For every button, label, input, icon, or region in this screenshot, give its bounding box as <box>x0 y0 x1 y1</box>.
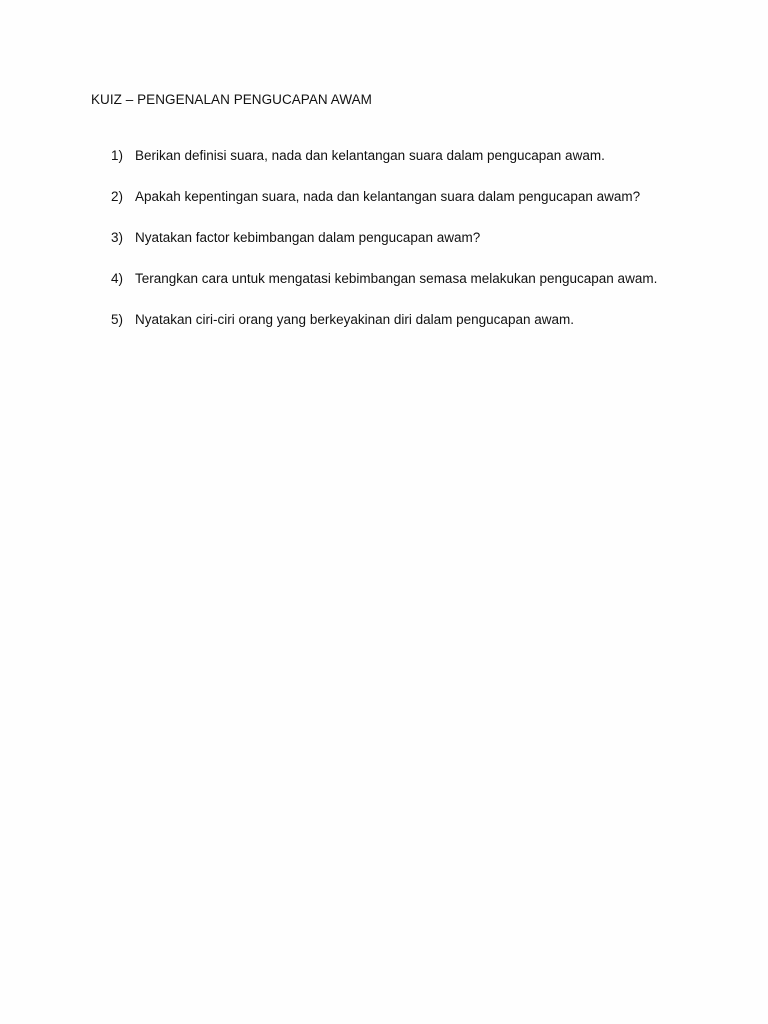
question-number: 5) <box>111 312 124 327</box>
document-title: KUIZ – PENGENALAN PENGUCAPAN AWAM <box>91 92 372 107</box>
question-number: 1) <box>111 148 124 163</box>
question-item-1 <box>111 148 657 189</box>
question-number: 4) <box>111 271 124 286</box>
question-number: 2) <box>111 189 124 204</box>
question-list <box>111 148 657 353</box>
question-text: Berikan definisi suara, nada dan kelantangan suara dalam pengucapan awam. <box>135 148 605 163</box>
question-text: Terangkan cara untuk mengatasi kebimbangan semasa melakukan pengucapan awam. <box>135 271 658 286</box>
question-item-5 <box>111 312 657 353</box>
question-item-3 <box>111 230 657 271</box>
question-number: 3) <box>111 230 124 245</box>
question-text: Apakah kepentingan suara, nada dan kelantangan suara dalam pengucapan awam? <box>135 189 641 204</box>
question-text: Nyatakan factor kebimbangan dalam pengucapan awam? <box>135 230 481 245</box>
question-item-2 <box>111 189 657 230</box>
question-item-4 <box>111 271 657 312</box>
question-text: Nyatakan ciri-ciri orang yang berkeyakinan diri dalam pengucapan awam. <box>135 312 574 327</box>
